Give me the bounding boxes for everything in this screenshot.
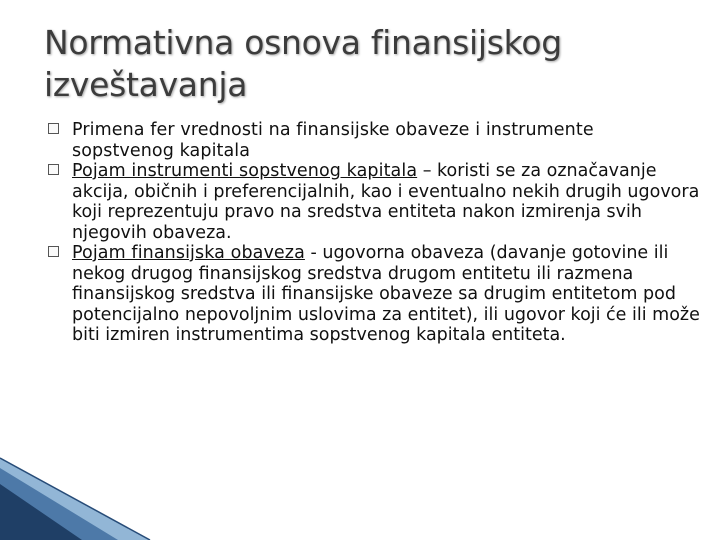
bullet-item-1 [48, 120, 700, 161]
square-bullet-icon [48, 246, 59, 257]
bullet-3-text: - ugovorna obaveza (davanje gotovine ili nekog drugog finansijskog sredstva drugom entitetu ili razmena finansijskog sredstva ili finansijske obaveze sa drugim entitetom pod potencijalno nepovoljnim uslovima za entitet), ili ugovor koji će ili može biti izmiren instrumentima sopstvenog kapitala entiteta. [72, 243, 700, 345]
bullet-1-lead: Primena fer vrednosti na finansijske obaveze i instrumente sopstvenog kapitala [72, 120, 594, 161]
slide-title: Normativna osnova finansijskog izveštavanja [44, 23, 562, 104]
square-bullet-icon [48, 123, 59, 134]
corner-decoration [0, 450, 720, 540]
slide-body [48, 120, 700, 346]
bullet-item-3 [48, 243, 700, 346]
square-bullet-icon [48, 164, 59, 175]
bullet-item-2 [48, 161, 700, 243]
bullet-2-text: – koristi se za označavanje akcija, običnih i preferencijalnih, kao i eventualno nekih drugih ugovora koji reprezentuju pravo na sredstva entiteta nakon izmirenja svih njegovih obaveza. [72, 161, 700, 243]
bullet-2-lead: Pojam instrumenti sopstvenog kapitala [72, 161, 418, 181]
bullet-3-lead: Pojam finansijska obaveza [72, 243, 305, 263]
